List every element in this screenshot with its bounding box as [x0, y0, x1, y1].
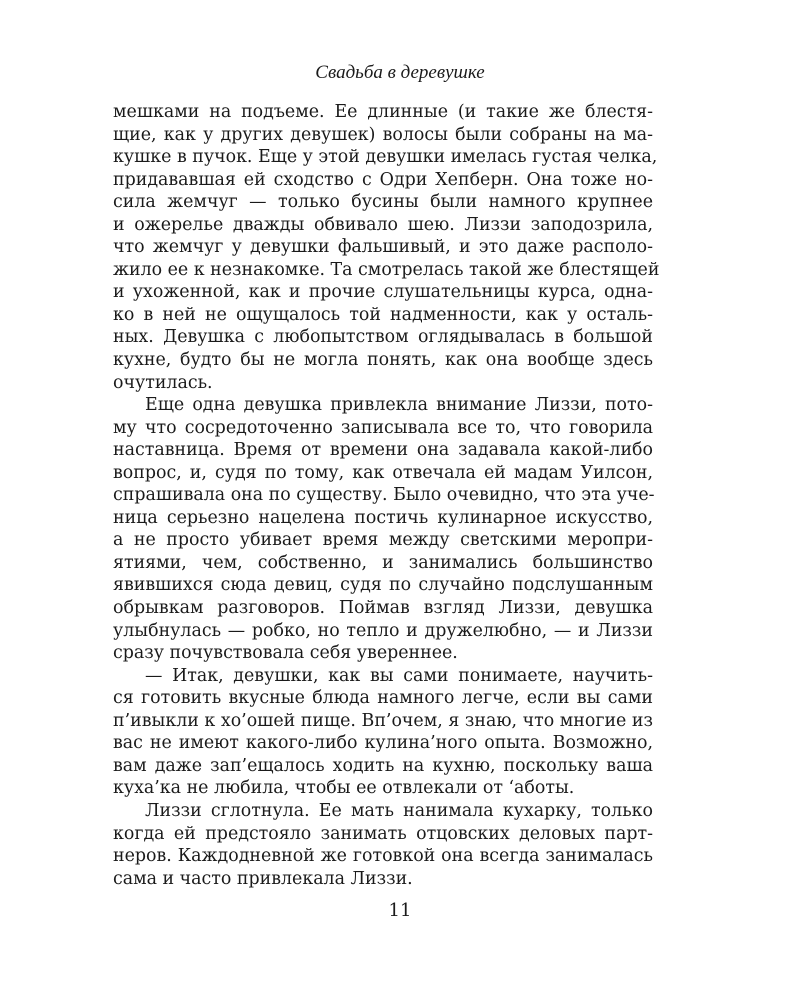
text-line: придававшая ей сходство с Одри Хепберн. Она тоже но- — [113, 169, 653, 190]
body-text — [113, 101, 660, 890]
text-line: п’ивыкли к хо’ошей пище. Вп’очем, я знаю, что многие из — [113, 710, 653, 731]
paragraph — [113, 800, 653, 890]
text-line: Лиззи сглотнула. Ее мать нанимала кухарку, только — [145, 800, 653, 821]
text-line: сразу почувствовала себя увереннее. — [113, 643, 458, 664]
text-line: куха’ка не любила, чтобы ее отвлекали от ‘аботы. — [113, 778, 575, 799]
page-number: 11 — [388, 900, 412, 921]
text-line: мешками на подъеме. Ее длинные (и такие же блестя- — [113, 102, 653, 122]
text-line: ко в ней не ощущалось той надменности, как у осталь- — [113, 304, 653, 325]
text-line: и ухоженной, как и прочие слушательницы курса, одна- — [113, 282, 653, 303]
text-line: неров. Каждодневной же готовкой она всегда занималась — [113, 846, 653, 867]
text-line: ных. Девушка с любопытством оглядывалась в большой — [113, 327, 653, 348]
text-line: Еще одна девушка привлекла внимание Лиззи, пото- — [145, 395, 653, 416]
text-line: спрашивала она по существу. Было очевидно, что эта уче- — [113, 485, 655, 506]
text-line: и ожерелье дважды обвивало шею. Лиззи заподозрила, — [113, 214, 653, 235]
text-line: что жемчуг у девушки фальшивый, и это даже располо- — [113, 237, 653, 258]
text-line: явившихся сюда девиц, судя по случайно подслушанным — [113, 575, 653, 596]
text-line: улыбнулась — робко, но тепло и дружелюбно, — и Лиззи — [113, 620, 653, 641]
text-line: ся готовить вкусные блюда намного легче, если вы сами — [113, 688, 653, 709]
text-line: очутилась. — [113, 372, 213, 393]
text-line: а не просто убивает время между светскими меропри- — [113, 530, 653, 551]
text-line: — Итак, девушки, как вы сами понимаете, научить- — [145, 665, 653, 686]
text-line: ница серьезно нацелена постичь кулинарное искусство, — [113, 507, 653, 528]
paragraph — [113, 665, 653, 800]
paragraph — [113, 394, 653, 665]
text-line: жило ее к незнакомке. Та смотрелась такой же блестящей — [113, 259, 660, 280]
text-line: вас не имеют какого-либо кулина’ного опыта. Возможно, — [113, 733, 653, 754]
text-line: обрывкам разговоров. Поймав взгляд Лиззи, девушка — [113, 598, 653, 619]
text-line: щие, как у других девушек) волосы были собраны на ма- — [113, 124, 653, 145]
text-line: сила жемчуг — только бусины были намного крупнее — [113, 192, 653, 213]
text-line: кушке в пучок. Еще у этой девушки имелась густая челка, — [113, 147, 658, 168]
running-header: Свадьба в деревушке — [315, 62, 485, 83]
paragraph — [113, 101, 660, 394]
text-line: кухне, будто бы не могла понять, как она вообще здесь — [113, 350, 653, 371]
text-line: вопрос, и, судя по тому, как отвечала ей мадам Уилсон, — [113, 462, 653, 483]
text-line: сама и часто привлекала Лиззи. — [113, 868, 413, 889]
text-line: ятиями, чем, собственно, и занимались большинство — [113, 552, 653, 573]
text-line: когда ей предстояло занимать отцовских деловых парт- — [113, 823, 653, 844]
text-line: наставница. Время от времени она задавала какой-либо — [113, 440, 653, 461]
text-line: му что сосредоточенно записывала все то, что говорила — [113, 417, 653, 438]
text-line: вам даже зап’ещалось ходить на кухню, поскольку ваша — [113, 755, 653, 776]
